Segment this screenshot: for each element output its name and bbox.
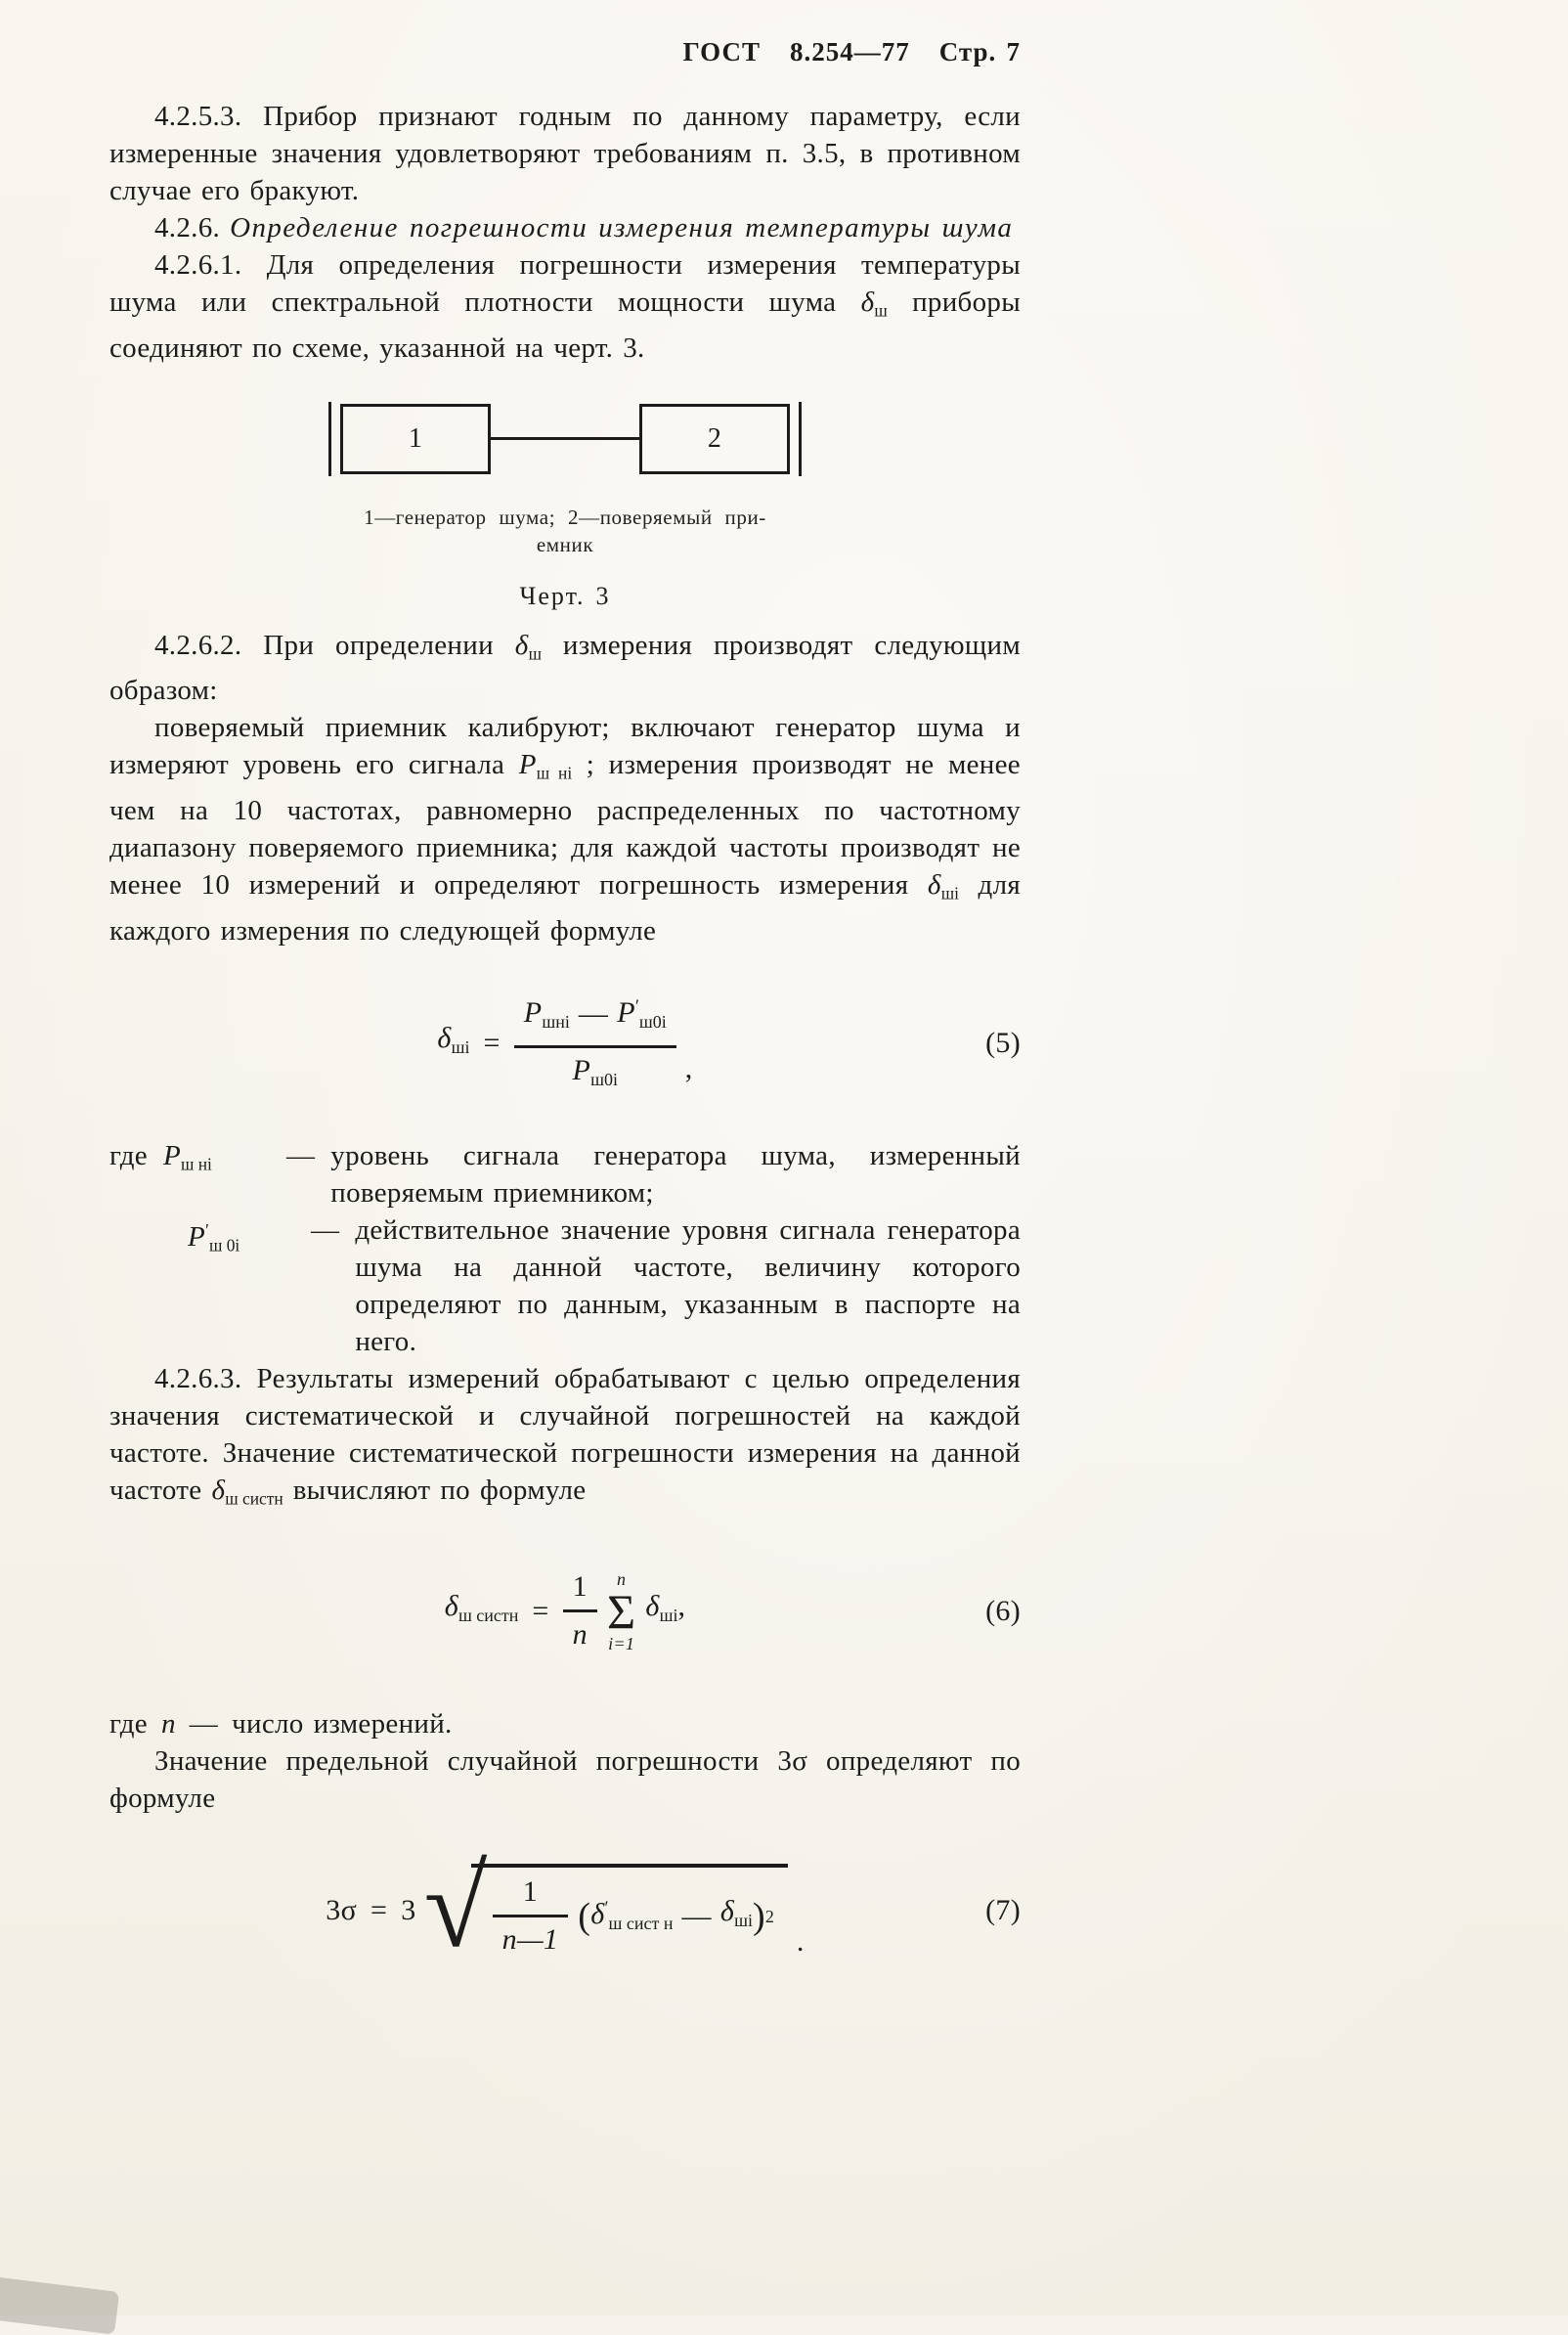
equation-number-6: (6): [985, 1594, 1021, 1627]
delta-shi-term: $\delta_{шi}$,: [645, 1590, 686, 1626]
figure-caption: [364, 504, 766, 558]
connection-wire: [491, 437, 639, 440]
formula-7: [109, 1842, 1021, 1971]
paragraph-4-2-6-2-body: [109, 709, 1021, 948]
legend-row-1: [109, 1137, 1021, 1212]
scan-edge-artifact: [0, 2276, 119, 2335]
delta-sh-sistn-symbol: $\delta_{ш систн}$: [211, 1474, 283, 1509]
text-fragment: 4.2.6.2. При определении: [154, 629, 494, 661]
dash: —: [285, 1139, 316, 1171]
text-fragment: приборы соединяют по схеме, указанной на черт. 3.: [109, 286, 1021, 364]
block-label: 1: [408, 422, 423, 454]
close-paren: ): [752, 1895, 765, 1937]
comma: ,: [684, 1052, 693, 1085]
fraction-numerator: 1: [563, 1570, 597, 1612]
fraction-denominator: n: [572, 1618, 588, 1652]
text-fragment: поверяемый приемник калибруют; включают генератор шума и измеряют уровень его сигнала: [109, 712, 1021, 781]
delta-sh-symbol: $\delta_ш$: [860, 286, 888, 321]
square-root: [423, 1842, 788, 1971]
formula-5-body: [437, 991, 692, 1095]
formula-6-legend: [109, 1705, 1021, 1742]
heading-4-2-6: [109, 209, 1021, 246]
sigma-glyph: Σ: [606, 1583, 636, 1639]
delta-shi-symbol: $\delta_{шi}$: [927, 869, 959, 903]
exponent: 2: [764, 1906, 774, 1926]
lhs-3sigma: 3σ: [326, 1893, 358, 1926]
lhs-delta-shi: $\delta_{шi}$: [437, 1022, 470, 1058]
where-word: где: [109, 1707, 148, 1740]
block-diagram: [328, 402, 802, 476]
summation-symbol: [607, 1569, 635, 1653]
page-header: [109, 33, 1021, 70]
dash: —: [311, 1213, 340, 1246]
figure-label: Черт. 3: [519, 581, 611, 610]
caption-line: емник: [536, 532, 594, 556]
delta-prime-sistn: $\delta'_{ш сист н}$: [590, 1898, 674, 1934]
fraction: [563, 1570, 597, 1652]
coefficient: 3: [401, 1893, 416, 1926]
delta-sh-symbol: $\delta_ш$: [514, 629, 542, 664]
caption-line: 1—генератор шума; 2—поверяемый при-: [364, 505, 766, 529]
formula-7-body: [326, 1842, 805, 1971]
legend-text: уровень сигнала генератора шума, измеренный поверяемым приемником;: [330, 1139, 1021, 1209]
equals-sign: =: [370, 1893, 388, 1926]
equals-sign: =: [532, 1594, 549, 1627]
delta-shi-term: $\delta_{шi}$: [719, 1895, 753, 1931]
paragraph-4-2-6-1: [109, 246, 1021, 367]
equals-sign: =: [483, 1026, 501, 1059]
text-fragment: 4.2.6.3. Результаты измерений обрабатывают с целью определения значения систематической и случайной погрешностей на каждой частоте. Значение систематической погрешности измерения на данной частоте: [109, 1362, 1021, 1506]
formula-6: [109, 1551, 1021, 1672]
fraction-denominator: n—1: [501, 1923, 559, 1957]
lhs-delta-sistn: $\delta_{ш систн}$: [444, 1590, 519, 1626]
comma: ,: [677, 1590, 686, 1623]
paragraph-4-2-5-3: 4.2.5.3. Прибор признают годным по данному параметру, если измеренные значения удовлетворяют требованиям п. 3.5, в противном случае его бракуют.: [109, 101, 1021, 206]
p-shni-symbol: $P_{ш нi}$: [518, 749, 573, 784]
formula-6-body: [445, 1569, 686, 1653]
legend-text: число измерений.: [232, 1707, 453, 1740]
minus-sign: —: [681, 1899, 712, 1932]
squared-difference: [578, 1890, 774, 1942]
text-fragment: вычисляют по формуле: [292, 1474, 587, 1506]
paragraph-4-2-6-3: [109, 1360, 1021, 1518]
clause-number: 4.2.6.: [154, 212, 221, 243]
paragraph-4-2-6-2-intro: [109, 627, 1021, 710]
text-fragment: для каждого измерения по следующей формуле: [109, 869, 1021, 947]
clause-title: Определение погрешности измерения температуры шума: [230, 212, 1014, 243]
legend-row-2: [188, 1212, 1021, 1360]
fraction-denominator: $P_{ш0i}$: [572, 1053, 619, 1089]
text-fragment: 4.2.6.1. Для определения погрешности измерения температуры шума или спектральной плотности мощности шума: [109, 249, 1021, 318]
legend-text: действительное значение уровня сигнала генератора шума на данной частоте, величину которого определяют по данным, указанным в паспорте на него.: [355, 1213, 1021, 1357]
sum-lower-limit: i=1: [608, 1633, 635, 1653]
p-shni-symbol: $P_{ш нi}$: [162, 1139, 212, 1174]
radical-sign: √: [423, 1842, 488, 1971]
fraction: [493, 1875, 569, 1957]
terminal-line-left: [328, 402, 331, 476]
equation-number-5: (5): [985, 1026, 1021, 1059]
period: .: [796, 1924, 805, 1958]
where-word: где: [109, 1139, 148, 1171]
fraction: [514, 991, 676, 1095]
block-label: 2: [707, 422, 722, 454]
fraction-numerator: 1: [493, 1875, 569, 1917]
figure-3: [109, 402, 1021, 619]
paragraph-3sigma: Значение предельной случайной погрешности 3σ определяют по формуле: [109, 1744, 1021, 1814]
text-fragment: ; измерения производят не менее чем на 10 частотах, равномерно распределенных по частотному диапазону поверяемого приемника; для каждой частоты производят не менее 10 измерений и определяют погрешность измерения: [109, 749, 1021, 902]
dash: —: [189, 1707, 219, 1740]
formula-5: [109, 983, 1021, 1104]
standard-code: ГОСТ: [682, 37, 761, 66]
block-noise-generator: [340, 404, 491, 474]
radicand: [471, 1864, 788, 1957]
terminal-line-right: [799, 402, 802, 476]
p-sh0i-symbol: $P'_{ш 0i}$: [188, 1219, 240, 1256]
fraction-numerator: $P_{шнi}$ — $P'_{ш0i}$: [514, 991, 676, 1047]
standard-number: 8.254—77: [789, 37, 910, 66]
text-column: [109, 0, 1021, 1971]
page-number: Стр. 7: [938, 37, 1021, 66]
open-paren: (: [578, 1895, 591, 1937]
sum-upper-limit: n: [617, 1568, 627, 1589]
block-receiver: [639, 404, 790, 474]
equation-number-7: (7): [985, 1893, 1021, 1926]
text-fragment: измерения производят следующим образом:: [109, 629, 1021, 707]
formula-5-legend: [109, 1137, 1021, 1360]
n-symbol: n: [160, 1707, 176, 1740]
